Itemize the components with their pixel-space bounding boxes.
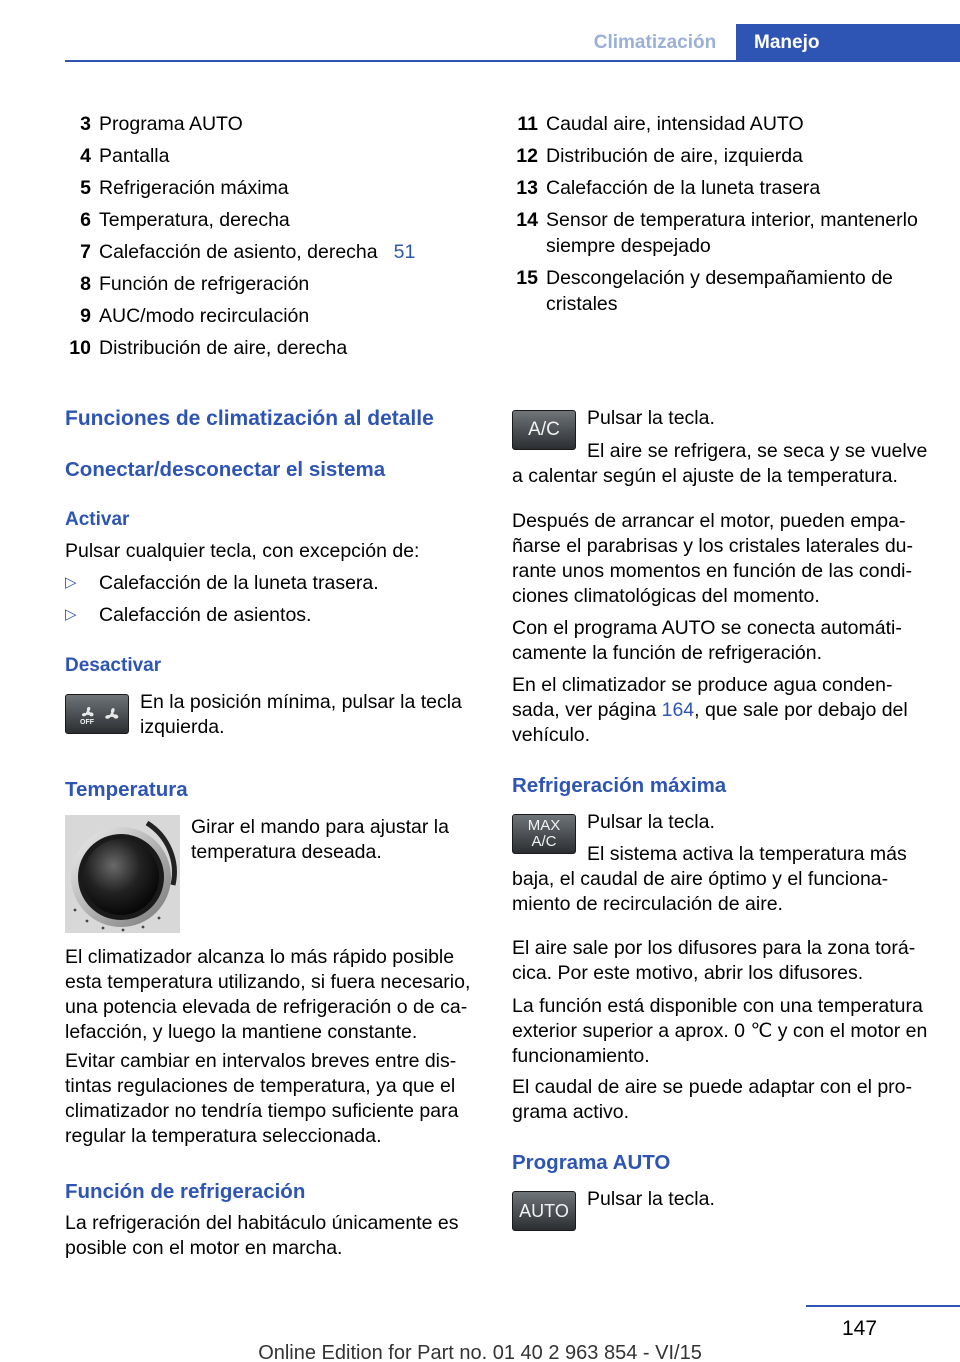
subsection-title-connect: Conectar/desconectar el sistema bbox=[65, 458, 386, 481]
legend-number: 13 bbox=[516, 177, 538, 199]
exception-list bbox=[65, 570, 485, 628]
legend-item bbox=[512, 175, 932, 201]
legend-text: Programa AUTO bbox=[99, 113, 243, 135]
ac-paragraph-fog: Después de arrancar el motor, pueden empañarse el parabrisas y los cristales laterales durante unos momentos en función de las condiciones climatológicas del momento. bbox=[512, 510, 914, 607]
legend-number: 3 bbox=[80, 113, 91, 135]
legend-item bbox=[65, 303, 465, 329]
header-tab-manejo[interactable]: Manejo bbox=[736, 24, 960, 61]
activar-text: Pulsar cualquier tecla, con excepción de: bbox=[65, 540, 420, 562]
legend-number: 14 bbox=[516, 209, 538, 231]
condensate-text-b: , que sale por debajo del vehículo. bbox=[512, 699, 908, 746]
max-paragraph-availability: La función está disponible con una temperatura exterior superior a aprox. 0 ℃ y con el motor en funcionamiento. bbox=[512, 995, 928, 1067]
legend-text: Descongelación y desempañamiento de cristales bbox=[546, 267, 893, 315]
legend-text: Pantalla bbox=[99, 145, 170, 167]
triangle-bullet-icon: ▷ bbox=[65, 574, 77, 591]
off-label: OFF bbox=[80, 719, 94, 726]
page-number: 147 bbox=[842, 1317, 878, 1340]
temperatura-paragraph-2: Evitar cambiar en intervalos breves entre distintas regulaciones de temperatura, ya que el climatizador no tendría tiempo suficiente para regular la temperatura seleccionada. bbox=[65, 1050, 459, 1147]
auto-button-icon bbox=[512, 1191, 576, 1231]
bullet-text: Calefacción de asientos. bbox=[99, 604, 312, 626]
section-title-climate-functions: Funciones de climatización al detalle bbox=[65, 407, 434, 430]
legend-number: 12 bbox=[516, 145, 538, 167]
legend-text: Sensor de temperatura interior, mantenerlo siempre despejado bbox=[546, 209, 918, 257]
max-key-label-top: MAX bbox=[527, 817, 561, 834]
legend-item bbox=[512, 265, 932, 317]
max-paragraph-vents: El aire sale por los difusores para la zona torácica. Por este motivo, abrir los difusores. bbox=[512, 937, 916, 984]
desactivar-text: En la posición mínima, pulsar la tecla izquierda. bbox=[140, 691, 462, 738]
legend-item bbox=[65, 111, 465, 137]
bullet-item bbox=[65, 602, 485, 628]
legend-text: Distribución de aire, derecha bbox=[99, 337, 348, 359]
heading-activar: Activar bbox=[65, 509, 130, 530]
temperature-knob-icon bbox=[65, 815, 180, 933]
legend-number: 4 bbox=[80, 145, 91, 167]
legend-item bbox=[65, 143, 465, 169]
triangle-bullet-icon: ▷ bbox=[65, 606, 77, 623]
max-key-label-bottom: A/C bbox=[531, 833, 557, 850]
legend-number: 8 bbox=[80, 273, 91, 295]
legend-number: 6 bbox=[80, 209, 91, 231]
subsection-title-max-cooling: Refrigeración máxima bbox=[512, 774, 727, 797]
ac-paragraph-auto: Con el programa AUTO se conecta automáticamente la función de refrigeración. bbox=[512, 617, 902, 664]
legend-text: Calefacción de asiento, derecha bbox=[99, 241, 378, 263]
bullet-text: Calefacción de la luneta trasera. bbox=[99, 572, 379, 594]
legend-number: 11 bbox=[517, 113, 538, 135]
auto-key-label: AUTO bbox=[519, 1201, 569, 1221]
temperatura-paragraph-1: El climatizador alcanza lo más rápido posible esta temperatura utilizando, si fuera necesario, una potencia elevada de refrigeración o de calefacción, y luego la mantiene constante. bbox=[65, 946, 471, 1043]
subsection-title-temperatura: Temperatura bbox=[65, 778, 188, 801]
legend-text: Distribución de aire, izquierda bbox=[546, 145, 803, 167]
legend-text: Caudal aire, intensidad AUTO bbox=[546, 113, 804, 135]
legend-text: Función de refrigeración bbox=[99, 273, 310, 295]
header-rule bbox=[65, 60, 960, 62]
legend-number: 15 bbox=[516, 267, 538, 289]
temperatura-text: Girar el mando para ajustar la temperatura deseada. bbox=[191, 816, 449, 863]
page-header bbox=[0, 24, 960, 61]
condensate-text-a: En el climatizador se produce agua condensada, ver página bbox=[512, 674, 893, 721]
bullet-item bbox=[65, 570, 485, 596]
legend-number: 9 bbox=[80, 305, 91, 327]
header-section[interactable]: Climatización bbox=[593, 32, 717, 53]
ac-effect-text: El aire se refrigera, se seca y se vuelve a calentar según el ajuste de la temperatura. bbox=[512, 440, 928, 487]
edition-footer: Online Edition for Part no. 01 40 2 963 854 - VI/15 bbox=[258, 1342, 702, 1362]
max-press-text: Pulsar la tecla. bbox=[587, 811, 715, 833]
ac-paragraph-condensate bbox=[512, 673, 932, 748]
fan-off-button-icon bbox=[65, 694, 129, 734]
temperature-knob-image bbox=[65, 815, 180, 933]
legend-text: AUC/modo recirculación bbox=[99, 305, 310, 327]
ac-key-label: A/C bbox=[528, 419, 560, 440]
page-reference-link[interactable]: 51 bbox=[393, 241, 416, 263]
page-reference-link[interactable]: 164 bbox=[661, 699, 695, 721]
legend-text: Calefacción de la luneta trasera bbox=[546, 177, 821, 199]
legend-number: 5 bbox=[80, 177, 91, 199]
legend-text: Refrigeración máxima bbox=[99, 177, 289, 199]
legend-text: Temperatura, derecha bbox=[99, 209, 290, 231]
legend-item bbox=[65, 239, 465, 265]
page-number-rule bbox=[806, 1305, 960, 1307]
legend-number: 10 bbox=[69, 337, 91, 359]
ac-press-text: Pulsar la tecla. bbox=[587, 407, 715, 429]
legend-item bbox=[512, 143, 932, 169]
legend-item bbox=[65, 271, 465, 297]
legend-list-right bbox=[512, 111, 932, 323]
auto-press-text: Pulsar la tecla. bbox=[587, 1188, 715, 1210]
legend-item bbox=[65, 335, 465, 361]
legend-item bbox=[65, 175, 465, 201]
max-effect-text: El sistema activa la temperatura más baja, el caudal de aire óptimo y el funcionamiento de recirculación de aire. bbox=[512, 843, 907, 915]
legend-item bbox=[512, 111, 932, 137]
subsection-title-cooling: Función de refrigeración bbox=[65, 1180, 306, 1203]
legend-number: 7 bbox=[80, 241, 91, 263]
legend-item bbox=[512, 207, 932, 259]
legend-list-left bbox=[65, 111, 465, 367]
max-paragraph-airflow: El caudal de aire se puede adaptar con el programa activo. bbox=[512, 1076, 913, 1123]
cooling-text: La refrigeración del habitáculo únicamente es posible con el motor en marcha. bbox=[65, 1212, 459, 1259]
fan-off-icon bbox=[66, 695, 130, 735]
legend-item bbox=[65, 207, 465, 233]
heading-desactivar: Desactivar bbox=[65, 655, 162, 676]
subsection-title-auto: Programa AUTO bbox=[512, 1151, 671, 1174]
